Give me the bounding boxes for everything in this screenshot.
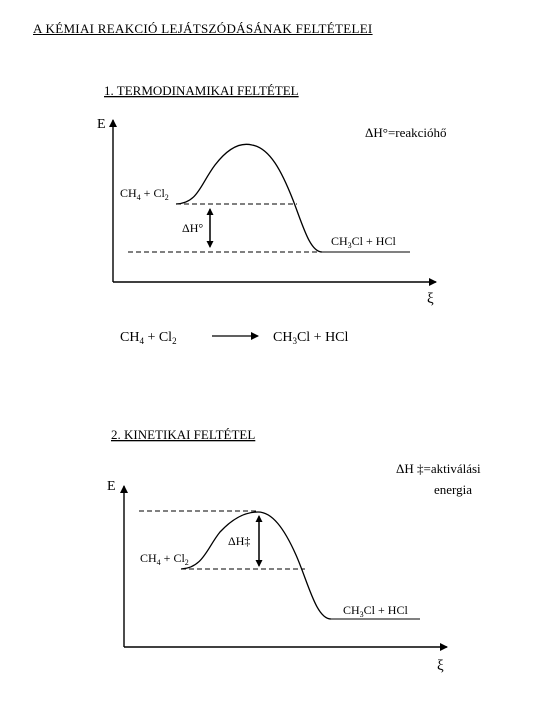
section-kinetic (107, 427, 481, 674)
activation-energy-label: ΔH‡ (228, 534, 251, 548)
page-title: A KÉMIAI REAKCIÓ LEJÁTSZÓDÁSÁNAK FELTÉTELEI (33, 21, 373, 36)
legend-reaction-heat: ΔH°=reakcióhő (365, 125, 447, 140)
section1-heading: 1. TERMODINAMIKAI FELTÉTEL (104, 83, 299, 98)
equation-reactants: $CH_4 + Cl_2$ (120, 330, 177, 346)
y-axis-label: E (107, 479, 116, 494)
section2-heading: 2. KINETIKAI FELTÉTEL (111, 427, 256, 442)
reactant-label: $CH_4 + Cl_2$ (120, 186, 169, 202)
legend-activation-energy-line2: energia (434, 482, 473, 497)
section-thermodynamic (97, 83, 447, 346)
legend-activation-energy-line1: ΔH ‡=aktiválási (396, 461, 481, 476)
x-axis-label: ξ (427, 291, 434, 307)
y-axis-label: E (97, 117, 106, 132)
product-label: $CH_3Cl$ + HCl (331, 234, 396, 250)
reactant-label: $CH_4 + Cl_2$ (140, 551, 189, 567)
energy-curve (176, 144, 322, 252)
x-axis-label: ξ (437, 658, 444, 674)
product-label: $CH_3Cl$ + HCl (343, 603, 408, 619)
energy-curve (181, 512, 331, 619)
delta-h-label: ΔH° (182, 221, 204, 235)
equation-products: $CH_3Cl$ + HCl (273, 330, 349, 346)
